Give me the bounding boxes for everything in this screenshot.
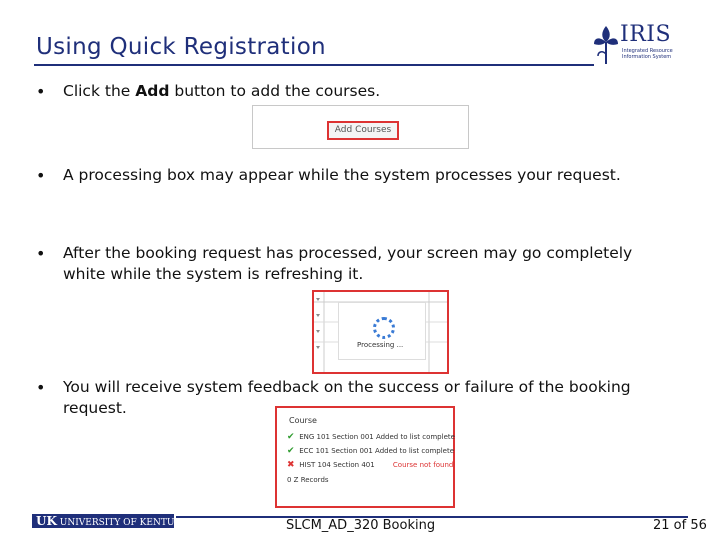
iris-flower-icon: [592, 22, 620, 66]
bullet-dot: •: [36, 166, 46, 185]
university-name: UNIVERSITY OF KENTUCKY: [59, 518, 194, 528]
row-text: ENG 101 Section 001 Added to list complete: [299, 433, 455, 441]
error-note: Course not found: [392, 461, 454, 469]
processing-dialog: [338, 302, 426, 360]
processing-screenshot: [312, 290, 449, 374]
bullet-text: After the booking request has processed, your screen may go completely white while the system is refreshing it.: [63, 244, 633, 283]
bullet-bold-add: Add: [135, 82, 170, 100]
bullet-text: button to add the courses.: [169, 82, 381, 100]
table-row: [287, 432, 455, 442]
title-underline: [34, 64, 594, 66]
footer-course-code: SLCM_AD_320 Booking: [286, 518, 436, 533]
uk-mark: UK: [36, 514, 57, 528]
row-text: ECC 101 Section 001 Added to list complete: [299, 447, 455, 455]
checkmark-icon: ✔: [287, 446, 295, 456]
feedback-screenshot: [275, 406, 455, 508]
table-row: [287, 460, 453, 470]
add-courses-screenshot: [252, 105, 469, 149]
loading-spinner-icon: [373, 317, 395, 339]
bullet-text: A processing box may appear while the system processes your request.: [63, 166, 621, 184]
processing-label: Processing ...: [357, 341, 404, 349]
bullet-dot: •: [36, 378, 46, 397]
table-row: [287, 446, 454, 456]
records-count: 0 Z Records: [287, 476, 329, 484]
logo-subtitle: Integrated Resource Information System: [622, 48, 673, 60]
course-column-header: Course: [289, 416, 317, 425]
iris-logo: [592, 20, 682, 68]
add-courses-button[interactable]: Add Courses: [327, 121, 399, 140]
bullet-text: You will receive system feedback on the success or failure of the booking request.: [63, 378, 631, 417]
row-text: HIST 104 Section 401: [299, 461, 375, 469]
bullet-dot: •: [36, 244, 46, 263]
error-x-icon: ✖: [287, 460, 295, 470]
page-number: 21 of 56: [653, 518, 707, 533]
logo-wordmark: IRIS: [620, 22, 672, 47]
slide-title: Using Quick Registration: [36, 34, 326, 60]
bullet-text: Click the: [63, 82, 136, 100]
bullet-dot: •: [36, 82, 46, 101]
checkmark-icon: ✔: [287, 432, 295, 442]
university-logo: [32, 514, 194, 528]
